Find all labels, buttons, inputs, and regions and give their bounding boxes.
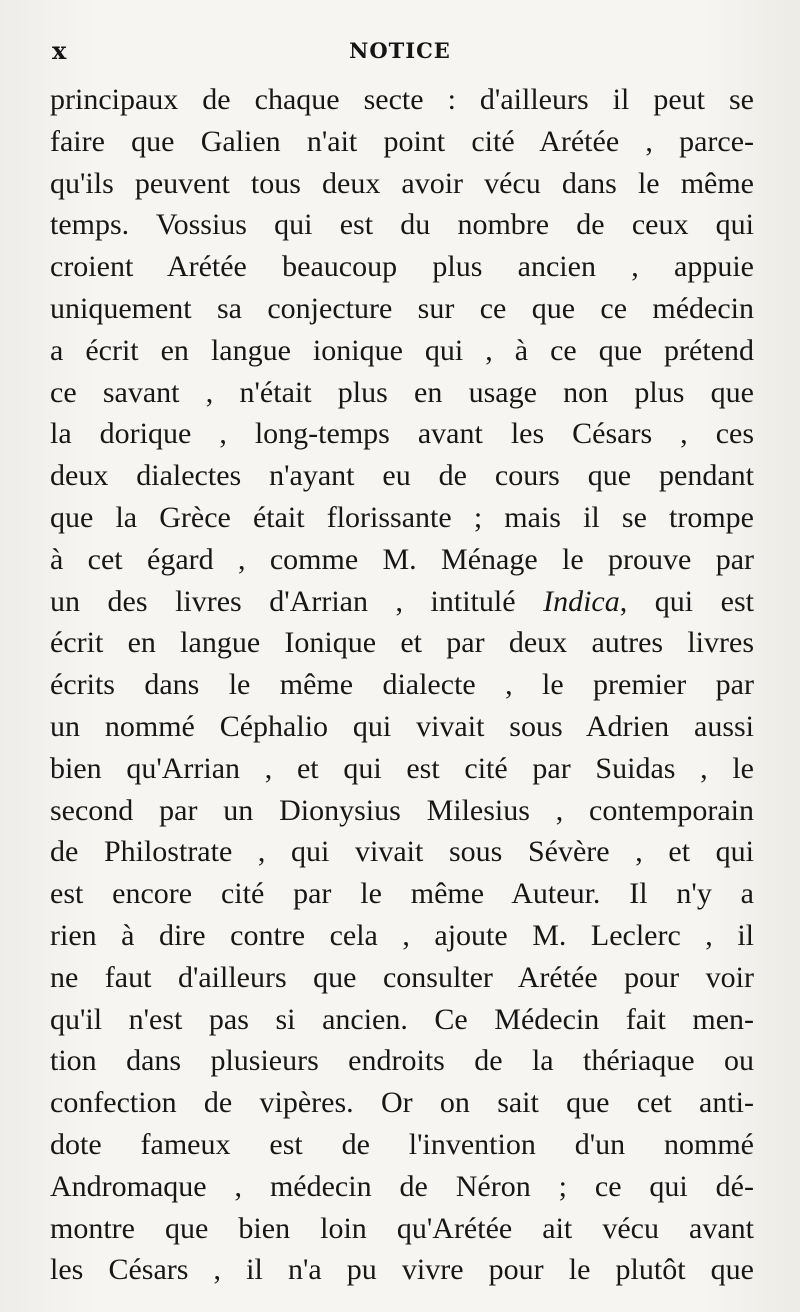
- text-line: second par un Dionysius Milesius , contemporain: [50, 793, 754, 827]
- text-line: qu'il n'est pas si ancien. Ce Médecin fait men-: [50, 1002, 754, 1036]
- text-line: les Césars , il n'a pu vivre pour le plutôt que: [50, 1253, 754, 1287]
- text-line: Andromaque , médecin de Néron ; ce qui dé-: [50, 1169, 754, 1203]
- text-line: montre que bien loin qu'Arétée ait vécu avant: [50, 1211, 754, 1245]
- text-line: un des livres d'Arrian , intitulé Indica, qui est: [50, 584, 754, 618]
- text-line: la dorique , long-temps avant les Césars , ces: [50, 417, 754, 451]
- text-line: écrits dans le même dialecte , le premier par: [50, 668, 754, 702]
- text-line: faire que Galien n'ait point cité Arétée , parce-: [50, 124, 754, 158]
- italic-title: Indica: [543, 584, 620, 618]
- text-line: ne faut d'ailleurs que consulter Arétée pour voir: [50, 960, 754, 994]
- text-line: un nommé Céphalio qui vivait sous Adrien aussi: [50, 709, 754, 743]
- text-line: tion dans plusieurs endroits de la thériaque ou: [50, 1044, 754, 1078]
- text-line: uniquement sa conjecture sur ce que ce médecin: [50, 291, 754, 325]
- body-text: [50, 79, 754, 1291]
- text-line: rien à dire contre cela , ajoute M. Leclerc , il: [50, 918, 754, 952]
- text-line: à cet égard , comme M. Ménage le prouve par: [50, 542, 754, 576]
- text-line: écrit en langue Ionique et par deux autres livres: [50, 626, 754, 660]
- text-line: dote fameux est de l'invention d'un nommé: [50, 1127, 754, 1161]
- text-line: qu'ils peuvent tous deux avoir vécu dans le même: [50, 166, 754, 200]
- text-line: ce savant , n'était plus en usage non plus que: [50, 375, 754, 409]
- text-line: est encore cité par le même Auteur. Il n'y a: [50, 877, 754, 911]
- text-line: croient Arétée beaucoup plus ancien , appuie: [50, 250, 754, 284]
- text-line: temps. Vossius qui est du nombre de ceux qui: [50, 208, 754, 242]
- text-line: bien qu'Arrian , et qui est cité par Suidas , le: [50, 751, 754, 785]
- text-line: principaux de chaque secte : d'ailleurs il peut se: [50, 83, 754, 116]
- running-head: NOTICE: [349, 38, 451, 63]
- text-line: que la Grèce était florissante ; mais il se trompe: [50, 500, 754, 534]
- text-line: confection de vipères. Or on sait que cet anti-: [50, 1086, 754, 1120]
- page-header: [52, 36, 748, 66]
- text-line: deux dialectes n'ayant eu de cours que pendant: [50, 459, 754, 493]
- text-line: a écrit en langue ionique qui , à ce que prétend: [50, 333, 754, 367]
- text-line: de Philostrate , qui vivait sous Sévère , et qui: [50, 835, 754, 869]
- page-number: x: [52, 36, 67, 65]
